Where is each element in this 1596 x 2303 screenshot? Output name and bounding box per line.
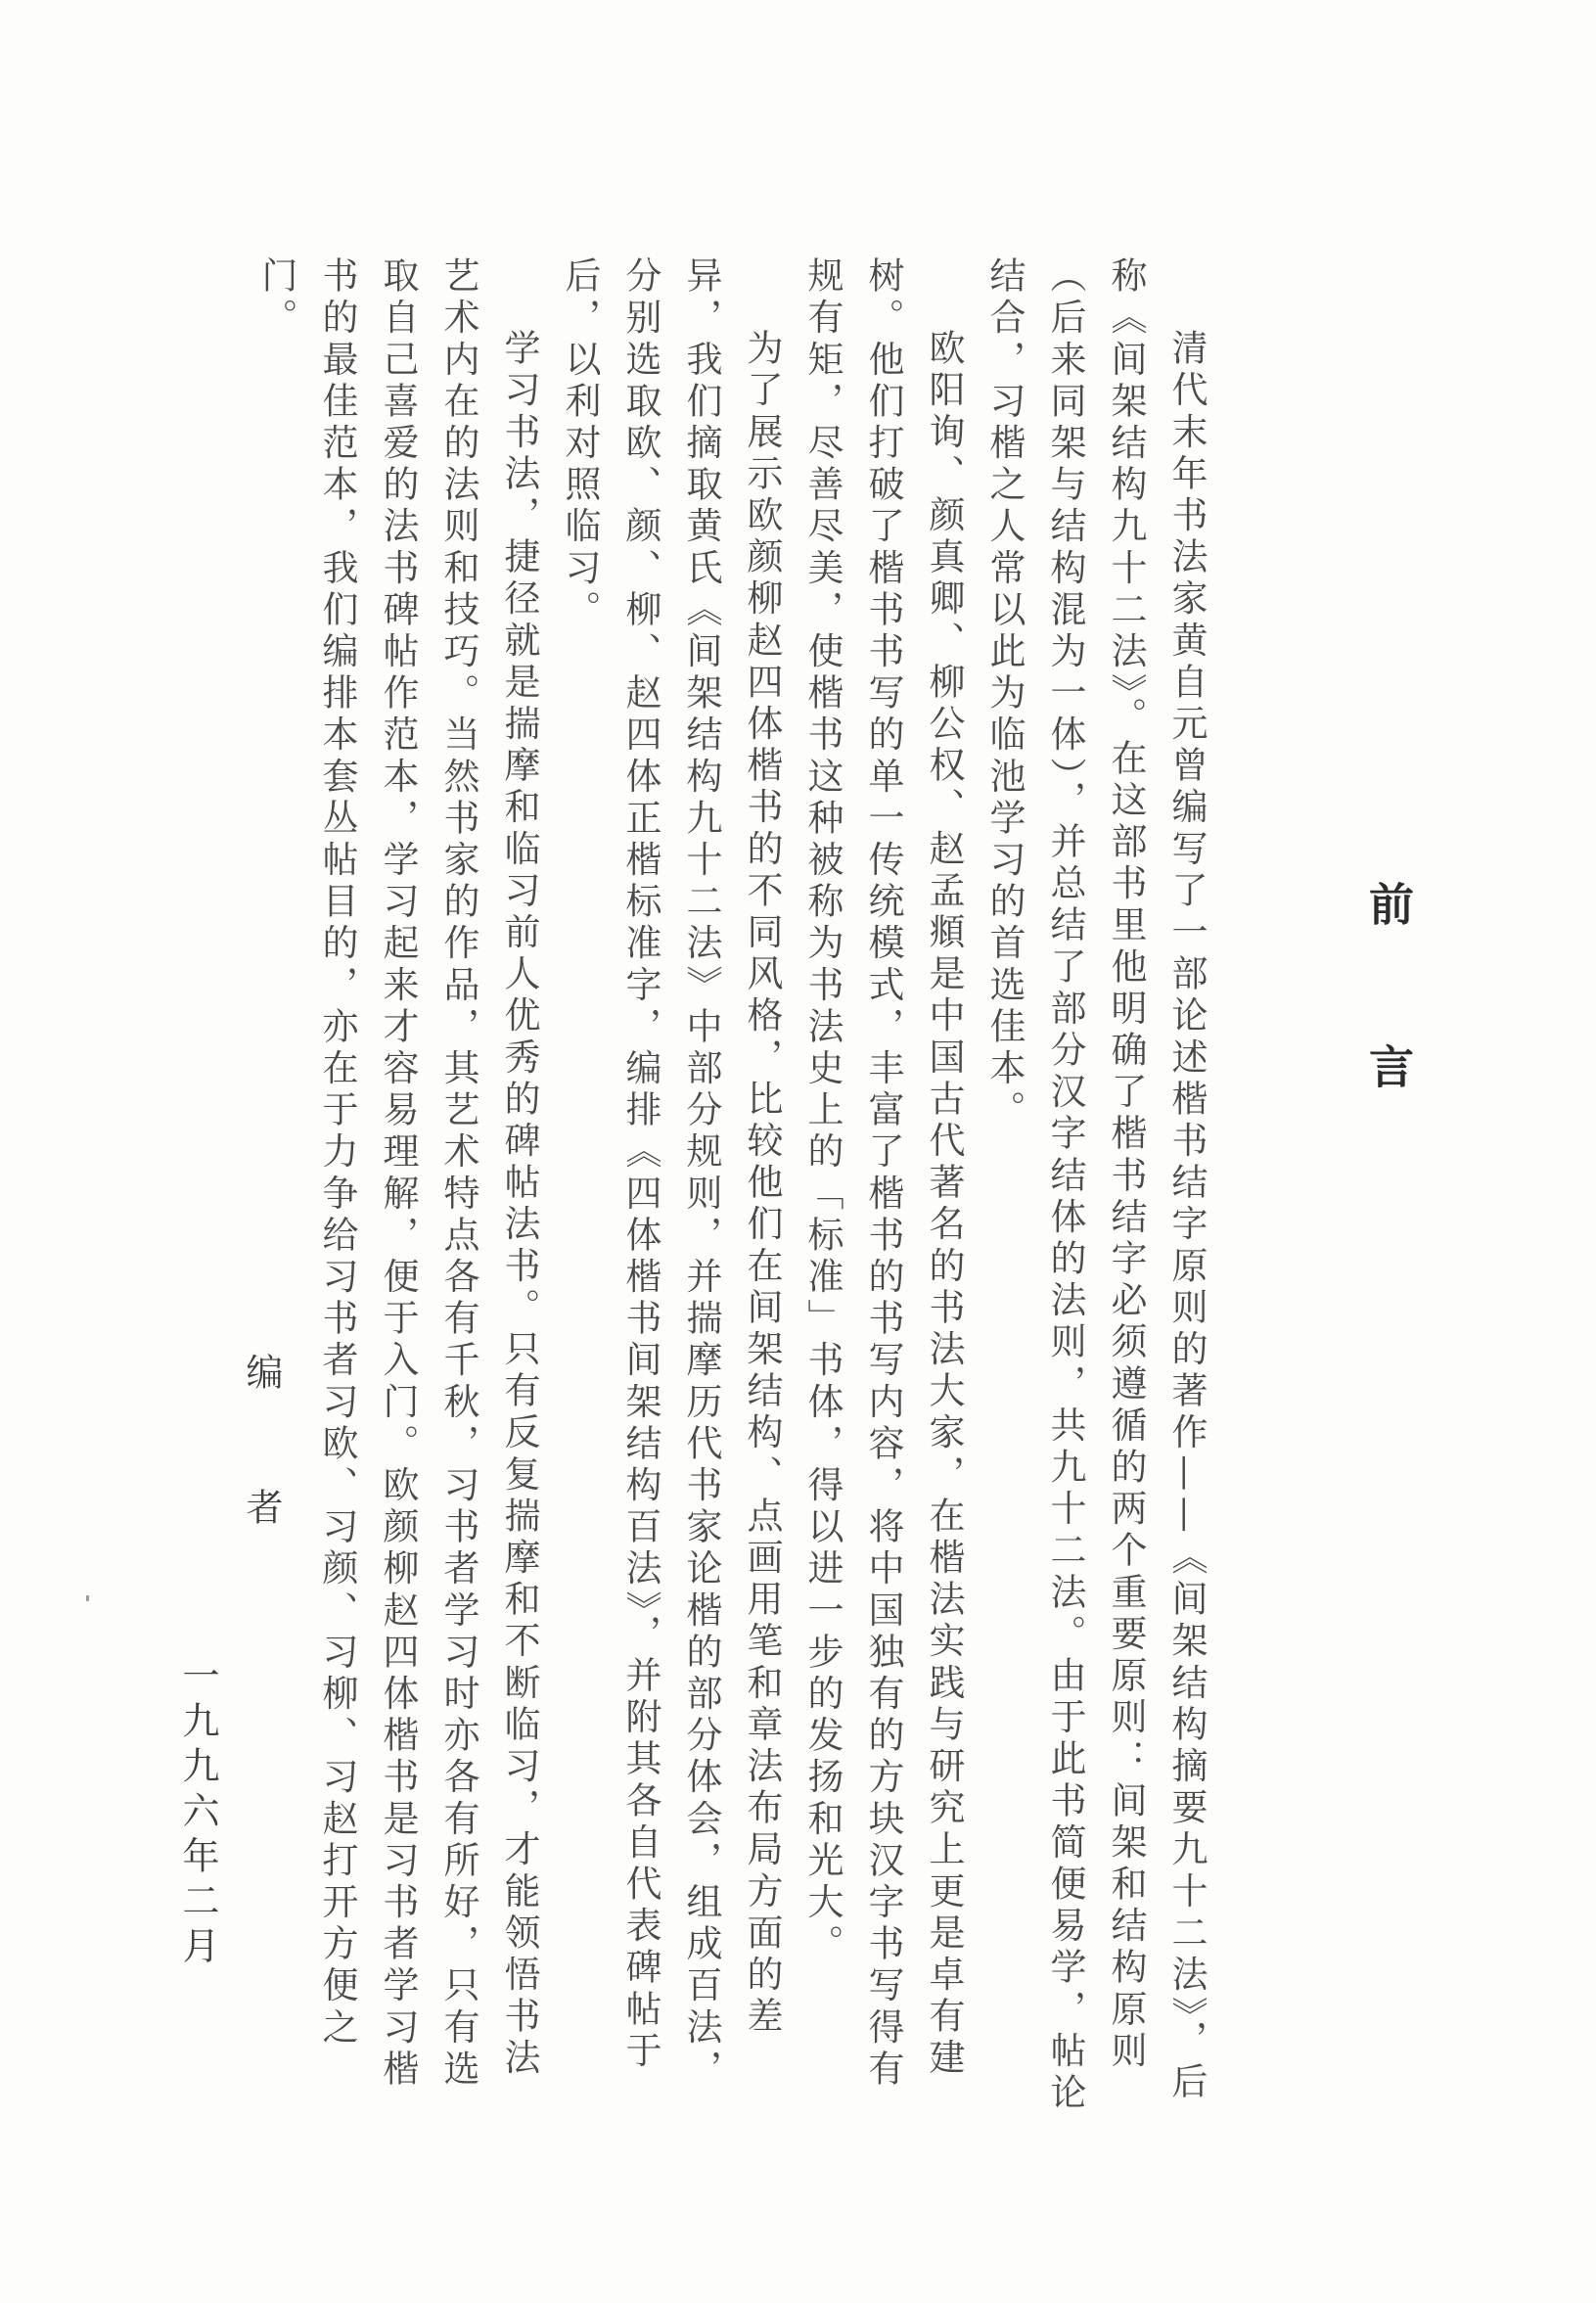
author-signature: 编 者 xyxy=(240,1353,283,1569)
scan-speck xyxy=(86,1595,89,1601)
paragraph-3: 为了展示欧颜柳赵四体楷书的不同风格，比较他们在间架结构、点画用笔和章法布局方面的差异，我们摘取黄氏《间架结构九十二法》中部分规则，并揣摩历代书家论楷的部分体会，组成百法，分别选取欧、颜、柳、赵四体正楷标准字，编排《四体楷书间架结构百法》，并附其各自代表碑帖于后，以利对照临习。 xyxy=(559,256,783,2092)
paragraph-2: 欧阳询、颜真卿、柳公权、赵孟頫是中国古代著名的书法大家，在楷法实践与研究上更是卓有建树。他们打破了楷书书写的单一传统模式，丰富了楷书的书写内容，将中国独有的方块汉字书写得有规有矩，尽善尽美，使楷书这种被称为书法史上的「标准」书体，得以进一步的发扬和光大。 xyxy=(801,256,965,2092)
paragraph-1: 清代末年书法家黄自元曾编写了一部论述楷书结字原则的著作——《间架结构摘要九十二法》，后称《间架结构九十二法》。在这部书里他明确了楷书结字必须遵循的两个重要原则：间架和结构原则（后来同架与结构混为一体），并总结了部分汉字结体的法则，共九十二法。由于此书简便易学，帖论结合，习楷之人常以此为临池学习的首选佳本。 xyxy=(983,256,1208,2115)
paragraph-4: 学习书法，捷径就是揣摩和临习前人优秀的碑帖法书。只有反复揣摩和不断临习，才能领悟书法艺术内在的法则和技巧。当然书家的作品，其艺术特点各有千秋，习书者学习时亦各有所好，只有选取自己喜爱的法书碑帖作范本，学习起来才容易理解，便于入门。欧颜柳赵四体楷书是习书者学习楷书的最佳范本，我们编排本套丛帖目的，亦在于力争给习书者习欧、习颜、习柳、习赵打开方便之门。 xyxy=(255,256,540,2092)
page-title: 前 言 xyxy=(1362,881,1415,1140)
preface-body xyxy=(246,256,1216,2116)
date-line: 一九九六年二月 xyxy=(176,1656,219,1971)
